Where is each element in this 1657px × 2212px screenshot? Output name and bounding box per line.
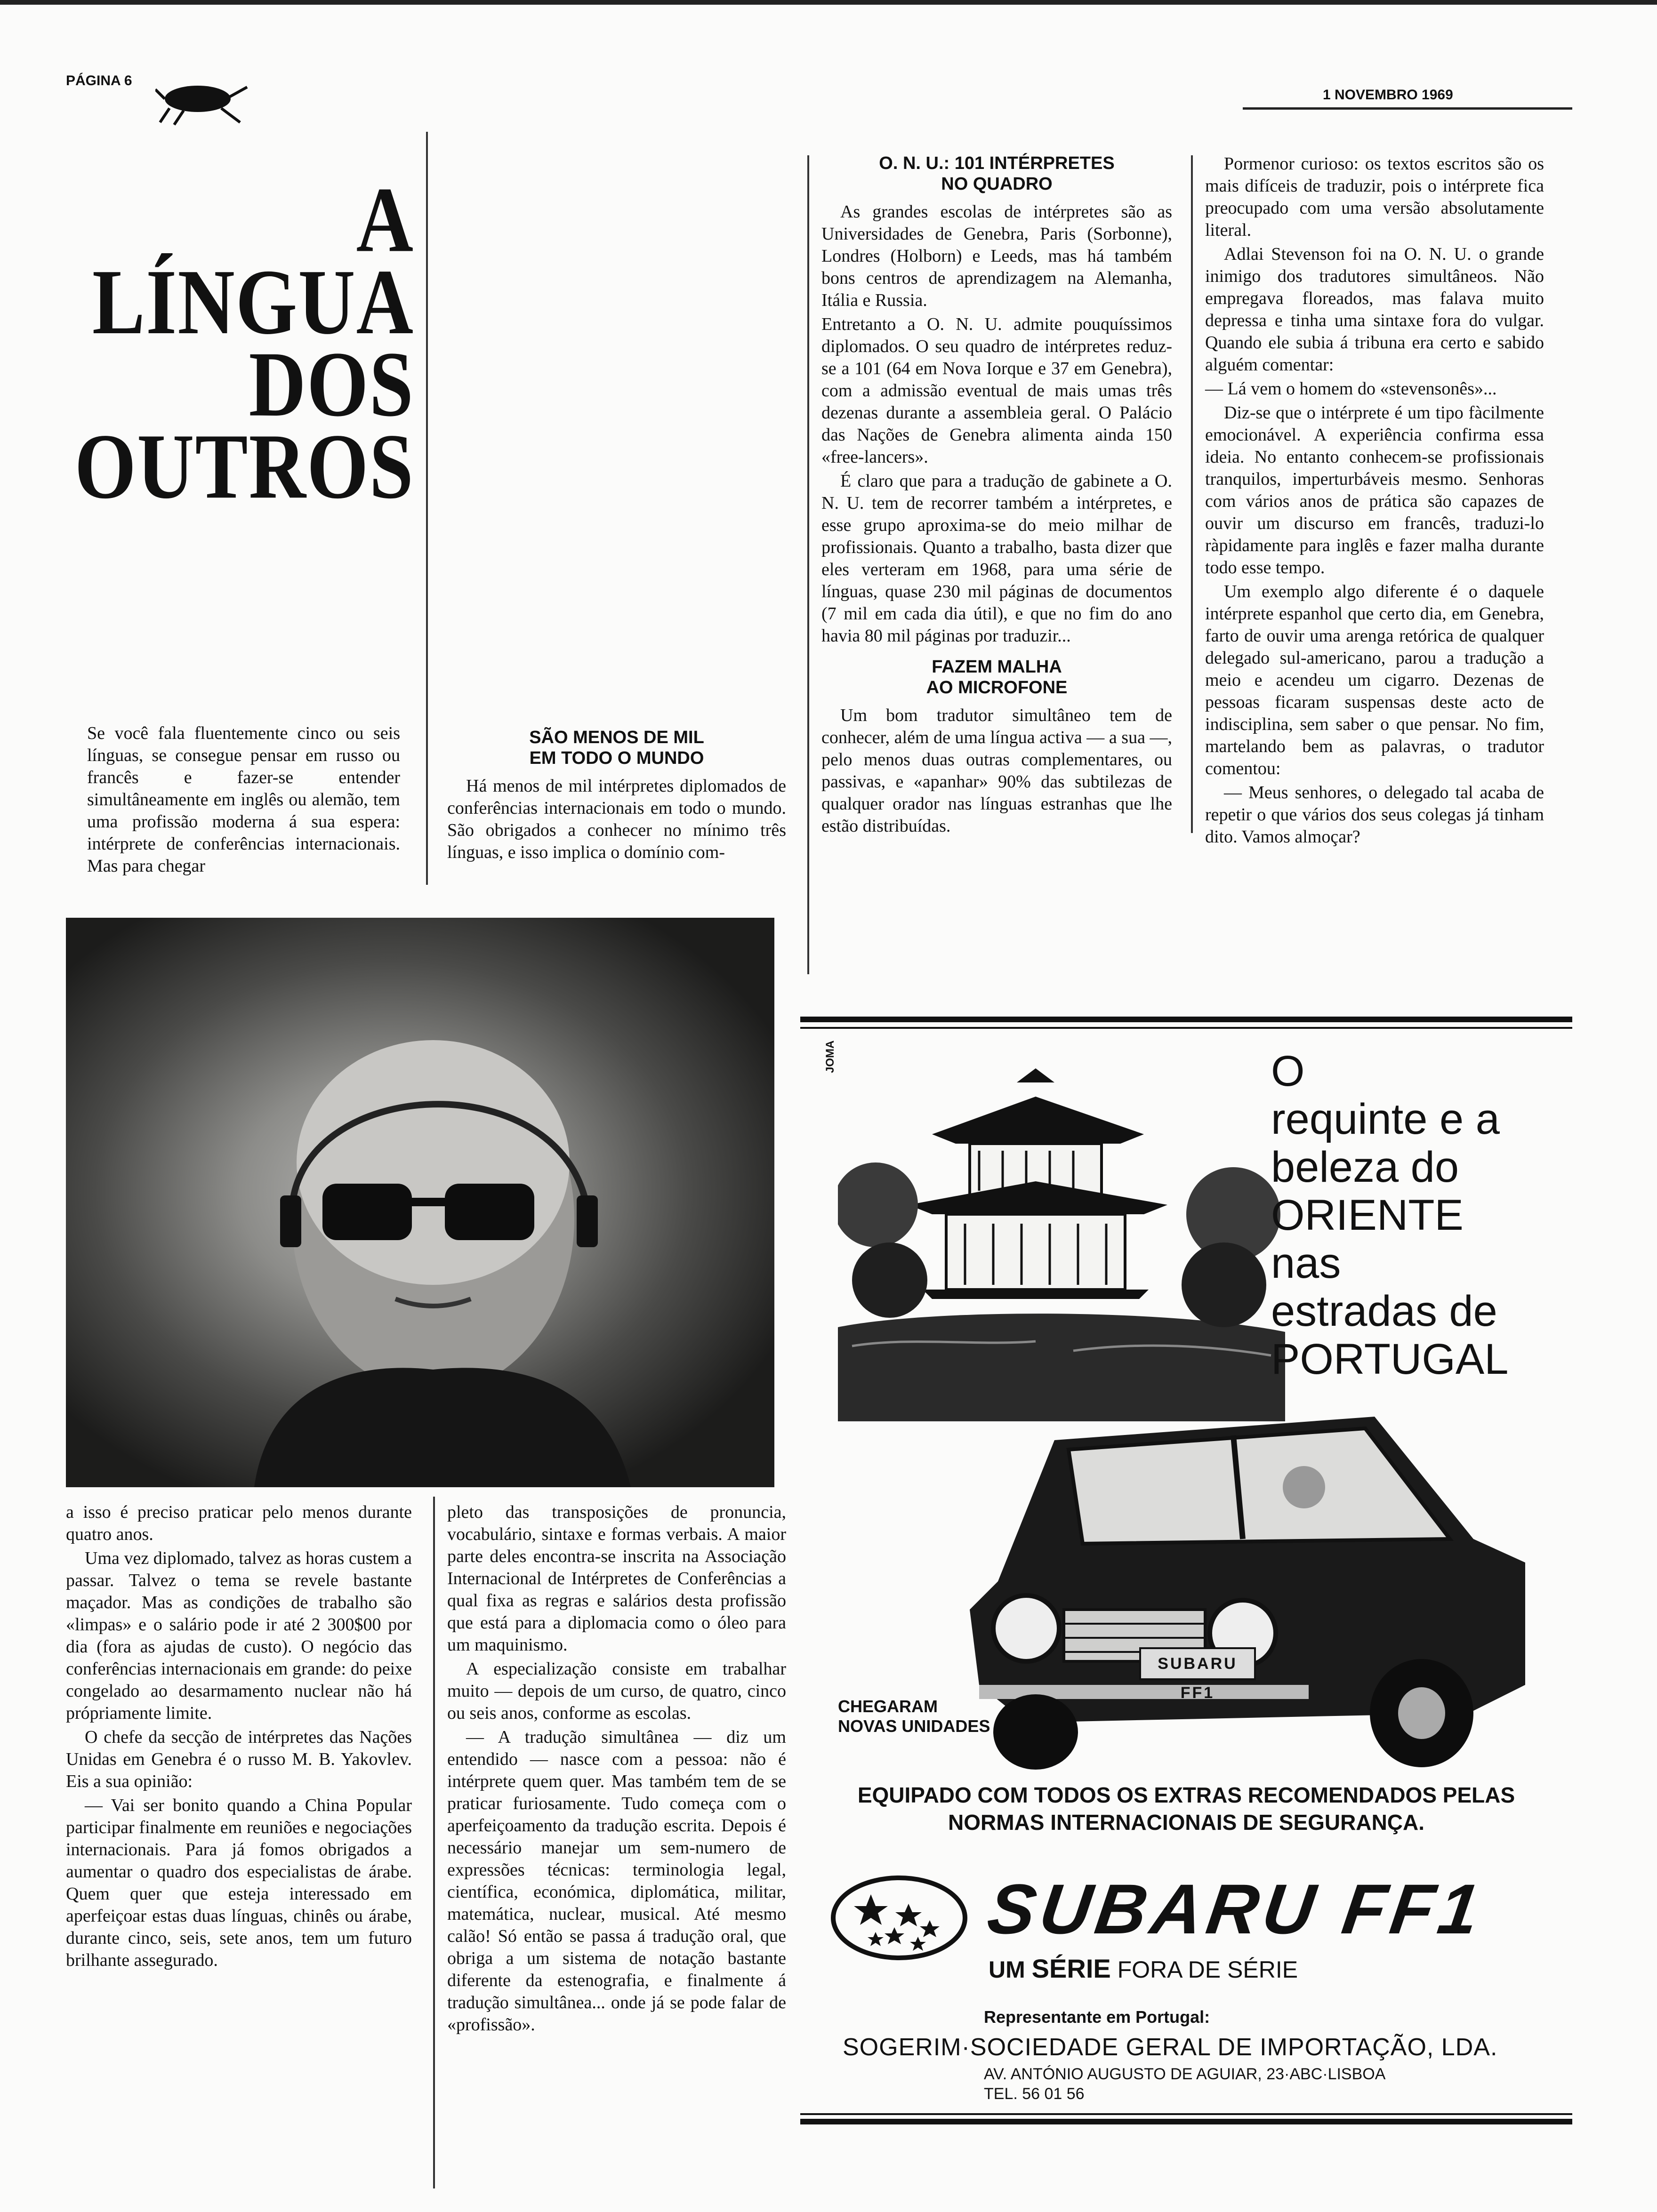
ad-top-rule <box>800 1017 1572 1022</box>
slogan-line: beleza do <box>1271 1143 1459 1191</box>
paragraph: Um bom tradutor simultâneo tem de conhecer, além de uma língua activa — a sua —, pelo menos duas outras complementares, ou passivas, e «apanhar» 90% das subtilezas de qualquer orador nas línguas estranhas que lhe estão distribuídas. <box>821 705 1172 836</box>
paragraph: — Lá vem o homem do «stevensonês»... <box>1205 379 1497 399</box>
representative-label: Representante em Portugal: <box>984 2007 1210 2027</box>
column-rule <box>1191 155 1193 833</box>
company-address: AV. ANTÓNIO AUGUSTO DE AGUIAR, 23·ABC·LISBOA <box>984 2065 1386 2083</box>
man-with-headphones-icon <box>66 918 774 1487</box>
paragraph: A especialização consiste em trabalhar muito — depois de um curso, de quatro, cinco ou seis anos, conforme as escolas. <box>447 1659 786 1723</box>
equipment-line: EQUIPADO COM TODOS OS EXTRAS RECOMENDADOS PELAS <box>857 1783 1515 1807</box>
slogan-line: estradas de <box>1271 1287 1497 1335</box>
column-rule <box>426 132 428 885</box>
ad-tagline <box>989 1953 1298 1984</box>
paragraph: As grandes escolas de intérpretes são as Universidades de Genebra, Paris (Sorbonne), Londres (Holborn) e Leeds, mas há também bons centros de aprendizagem na Alemanha, Itália e Russia. <box>821 202 1172 310</box>
paragraph: Pormenor curioso: os textos escritos são os mais difíceis de traduzir, pois o intérprete fica preocupado com uma versão absolutamente literal. <box>1205 154 1544 240</box>
interpreter-photo <box>66 918 774 1487</box>
company-phone: TEL. 56 01 56 <box>984 2085 1085 2103</box>
column-rule <box>807 155 809 974</box>
slogan-line: O <box>1271 1047 1305 1095</box>
tagline-pre: UM <box>989 1956 1025 1983</box>
paragraph: Um exemplo algo diferente é o daquele intérprete espanhol que certo dia, em Genebra, farto de ouvir uma arenga retórica de qualquer delegado sul-americano, parou a tradução a meio e acendeu um cigarro. Dezenas de pessoas ficaram suspensas deste acto de indisciplina, sem saber o que pensar. No fim, martelando bem as palavras, o tradutor comentou: <box>1205 582 1544 778</box>
subhead-onu-interpretes: O. N. U.: 101 INTÉRPRETES NO QUADRO <box>879 153 1115 194</box>
slogan-line: nas <box>1271 1239 1341 1287</box>
paragraph: — A tradução simultânea — diz um entendido — nasce com a pessoa: não é intérprete quem quer. Mas também tem de se praticar furiosamente. Tudo começa com o aperfeiçoamento da tradução escrita. Depois é necessário manejar um sem-numero de expressões técnicas: terminologia legal, científica, económica, diplomática, militar, matemática, nuclear, musical. Até mesmo calão! Só então se passa á tradução oral, que obriga a um sistema de notação bastante diferente da estenografia, e finalmente á tradução simultânea... onde já se pode falar de «profissão». <box>447 1727 786 2035</box>
paragraph: Há menos de mil intérpretes diplomados de conferências internacionais em todo o mundo. São obrigados a conhecer no mínimo três línguas, e isso implica o domínio com- <box>447 776 786 862</box>
column-rule <box>433 1497 435 2188</box>
paragraph: Adlai Stevenson foi na O. N. U. o grande inimigo dos tradutores simultâneos. Não empregava floreados, mas falava muito depressa e tinha uma sintaxe fora do vulgar. Quando ele subia á tribuna era certo e sabido alguém comentar: <box>1205 244 1544 375</box>
ad-slogan <box>1271 1047 1572 1383</box>
tagline-bold: SÉRIE <box>1031 1954 1111 1983</box>
slogan-line: requinte e a <box>1271 1095 1500 1143</box>
car-license-plate: SUBARU FF1 <box>1139 1647 1256 1680</box>
ad-top-rule <box>800 1027 1572 1029</box>
pagoda-illustration-icon <box>838 1064 1285 1421</box>
paragraph: Entretanto a O. N. U. admite pouquíssimos diplomados. O seu quadro de intérpretes reduz-se a 101 (64 em Nova Iorque e 37 em Genebra), com a admissão eventual de mais umas três dezenas durante a assembleia geral. O Palácio das Nações de Genebra alimenta ainda 150 «free-lancers». <box>821 314 1172 467</box>
column-4 <box>1205 153 1544 850</box>
paragraph: Se você fala fluentemente cinco ou seis línguas, se consegue pensar em russo ou francês e fazer-se entender simultâneamente em inglês ou alemão, tem uma profissão moderna á sua espera: intérprete de conferências internacionais. Mas para chegar <box>87 723 400 876</box>
issue-date: 1 NOVEMBRO 1969 <box>1323 87 1453 103</box>
arrivals-line: CHEGARAM <box>838 1697 938 1716</box>
page-number: PÁGINA 6 <box>66 73 132 88</box>
paragraph: Uma vez diplomado, talvez as horas custem a passar. Talvez o tema se revele bastante maçador. Mas as condições de trabalho são «limpas» e o salário pode ir até 2 300$00 por dia (fora as ajudas de custo). O negócio das conferências internacionais em grande: do peixe congelado ao desarmamento nuclear não há própriamente limite. <box>66 1548 412 1723</box>
paragraph: pleto das transposições de pronuncia, vocabulário, sintaxe e formas verbais. A maior parte deles encontra-se inscrita na Associação Internacional de Intérpretes de Conferências a qual fixa as regras e salários desta profissão que está para a diplomacia como o óleo para um maquinismo. <box>447 1502 786 1655</box>
column-1-top <box>87 722 400 879</box>
title-line-2: LÍNGUA <box>92 250 414 354</box>
ad-bottom-rule <box>800 2113 1572 2115</box>
paragraph: O chefe da secção de intérpretes das Nações Unidas em Genebra é o russo M. B. Yakovlev. Eis a sua opinião: <box>66 1727 412 1791</box>
header-rule <box>1243 107 1572 110</box>
slogan-line: ORIENTE <box>1271 1191 1464 1239</box>
equipment-text <box>800 1781 1572 1836</box>
subaru-car-illustration-icon <box>951 1384 1563 1770</box>
subhead-fazem-malha: FAZEM MALHA AO MICROFONE <box>926 657 1068 697</box>
beetle-logo-icon <box>155 71 249 127</box>
title-line-3: DOS <box>249 332 414 436</box>
column-2-top <box>447 727 786 866</box>
equipment-line: NORMAS INTERNACIONAIS DE SEGURANÇA. <box>948 1810 1425 1835</box>
company-name: SOGERIM·SOCIEDADE GERAL DE IMPORTAÇÃO, LDA. <box>843 2034 1498 2061</box>
paragraph: a isso é preciso praticar pelo menos durante quatro anos. <box>66 1502 412 1544</box>
subaru-stars-logo-icon <box>828 1871 970 1965</box>
paragraph: Diz-se que o intérprete é um tipo fàcilmente emocionável. A experiência confirma essa ideia. No entanto conhecem-se profissionais tranquilos, imperturbáveis mesmo. Senhoras com vários anos de prática são capazes de ouvir um discurso em francês, traduzi-lo ràpidamente para inglês e fazer malha durante todo esse tempo. <box>1205 403 1544 577</box>
paragraph: É claro que para a tradução de gabinete a O. N. U. tem de recorrer também a intérpretes, e esse grupo aproxima-se do meio milhar de profissionais. Quanto a trabalho, basta dizer que eles verteram em 1968, para uma série de línguas, quase 230 mil páginas de documentos (7 mil em cada dia útil), e que no fim do ano havia 80 mil páginas por traduzir... <box>821 471 1172 646</box>
brand-logo: SUBARU FF1 <box>983 1869 1488 1948</box>
arrivals-line: NOVAS UNIDADES <box>838 1716 990 1736</box>
slogan-line: PORTUGAL <box>1271 1335 1509 1383</box>
ad-bottom-rule <box>800 2119 1572 2124</box>
artist-credit: JOMA <box>824 1040 837 1073</box>
subaru-advertisement <box>800 1017 1572 2165</box>
title-line-4: OUTROS <box>74 415 414 518</box>
tagline-post: FORA DE SÉRIE <box>1117 1956 1298 1983</box>
article-title <box>66 168 414 518</box>
column-1-bottom <box>66 1501 412 1973</box>
paragraph: — Meus senhores, o delegado tal acaba de repetir o que vários dos seus colegas já tinham dito. Vamos almoçar? <box>1205 783 1544 847</box>
top-border <box>0 0 1657 5</box>
arrivals-text <box>838 1697 990 1736</box>
subhead-menos-de-mil: SÃO MENOS DE MIL EM TODO O MUNDO <box>529 728 704 768</box>
column-3 <box>821 153 1172 839</box>
title-line-1: A <box>356 168 414 272</box>
column-2-bottom <box>447 1501 786 2038</box>
paragraph: — Vai ser bonito quando a China Popular participar finalmente em reuniões e negociações internacionais. Para já fomos obrigados a aumentar o quadro dos especialistas de árabe. Quem quer que esteja interessado em aperfeiçoar estas duas línguas, chinês ou árabe, durante cinco, seis, sete anos, tem um futuro brilhante assegurado. <box>66 1795 412 1970</box>
